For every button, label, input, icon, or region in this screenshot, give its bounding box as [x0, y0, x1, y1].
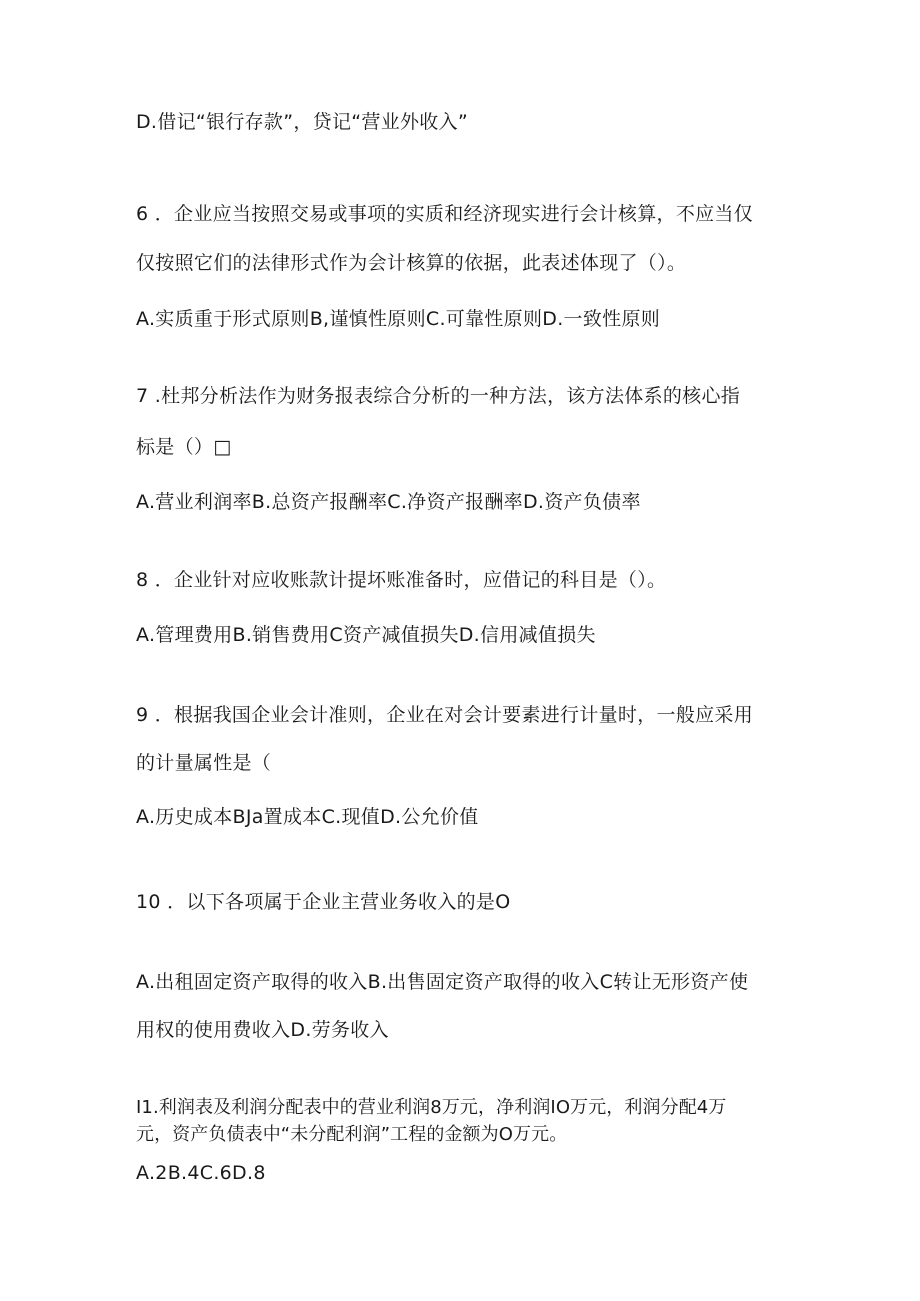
question-7-options: A.营业利润率B.总资产报酬率C.净资产报酬率D.资产负债率 [136, 491, 641, 513]
question-6-line-2: 仅按照它们的法律形式作为会计核算的依据，此表述体现了（）。 [136, 252, 687, 274]
option-d-q5: D.借记“银行存款”，贷记“营业外收入” [136, 111, 469, 133]
question-9-line-2: 的计量属性是（ [136, 752, 272, 774]
question-9-options: A.历史成本BJa置成本C.现值D.公允价值 [136, 806, 479, 828]
question-11-line-1: I1.利润表及利润分配表中的营业利润8万元，净利润IO万元，利润分配4万 [136, 1097, 727, 1118]
question-8-options: A.管理费用B.销售费用C资产减值损失D.信用减值损失 [136, 624, 596, 646]
question-7-line-1: 7 .杜邦分析法作为财务报表综合分析的一种方法，该方法体系的核心指 [136, 385, 741, 407]
question-6-line-1: 6 ．企业应当按照交易或事项的实质和经济现实进行会计核算，不应当仅 [136, 203, 754, 225]
question-11-options: A.2B.4C.6D.8 [136, 1162, 266, 1184]
question-6-options: A.实质重于形式原则B,谨慎性原则C.可靠性原则D.一致性原则 [136, 308, 661, 330]
question-8-line-1: 8 ．企业针对应收账款计提坏账准备时，应借记的科目是（）。 [136, 569, 667, 591]
question-10-options-line-1: A.出租固定资产取得的收入B.出售固定资产取得的收入C转让无形资产使 [136, 971, 749, 993]
question-9-line-1: 9 ．根据我国企业会计准则，企业在对会计要素进行计量时，一般应采用 [136, 704, 754, 726]
question-11-line-2: 元，资产负债表中“未分配利润”工程的金额为O万元。 [136, 1124, 568, 1145]
question-10-line-1: 10 ．以下各项属于企业主营业务收入的是O [136, 891, 511, 913]
question-10-options-line-2: 用权的使用费收入D.劳务收入 [136, 1019, 389, 1041]
question-7-line-2: 标是（）□ [136, 436, 232, 458]
